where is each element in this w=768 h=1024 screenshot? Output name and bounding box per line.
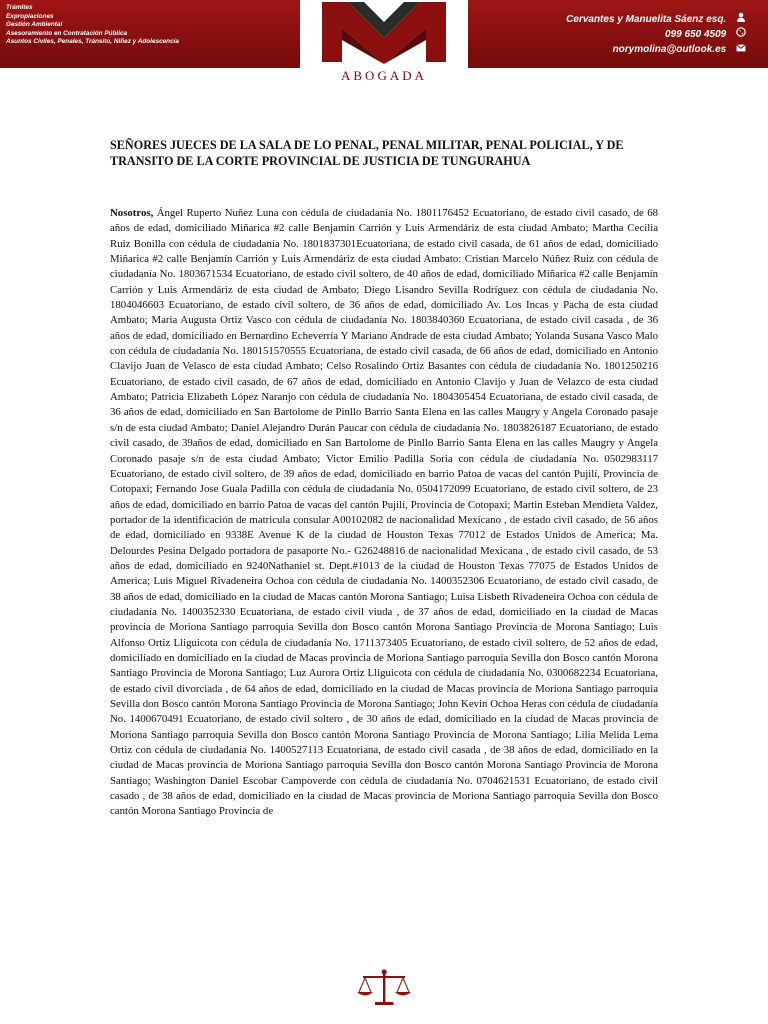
services-list: [6, 4, 179, 47]
contact-email: norymolina@outlook.es: [612, 44, 727, 55]
contact-email-row: [566, 42, 746, 57]
phone-icon: [735, 27, 746, 41]
service-item: Expropiaciones: [6, 12, 54, 20]
contact-address-row: [566, 12, 746, 27]
document-body-text: Ángel Ruperto Nuñez Luna con cédula de ciudadanía No. 1801176452 Ecuatoriano, de estado civil casado, de 68 años de edad, domiciliado Miñarica #2 calle Benjamín Carrión y Luis Armendáriz de esta ciudad Ambato; Martha Cecilia Ruiz Bonilla con cédula de ciudadanía No. 1801837301Ecuatoriana, de estado civil casada, de 61 años de edad, domiciliado Miñarica #2 calle Benjamín Carrión y Luis Armendáriz de esta ciudad Ambato: Cristian Marcelo Núñez Ruiz con cédula de ciudadanía No. 1803671534 Ecuatoriano, de estado civil soltero, de 40 años de edad, domiciliado Miñarica #2 calle Benjamín Carrión y Luis Armendáriz de esta ciudad de Ambato; Diego Lisandro Sevilla Rodríguez con cédula de ciudadanía No. 1804046603 Ecuatoriano, de estado civil soltero, de 36 años de edad, domiciliado Av. Los Incas y Pacha de esta ciudad Ambato; Maria Augusta Ortiz Vasco con cédula de ciudadanía No. 1803840360 Ecuatoriana, de estado civil casada , de 36 años de edad, domiciliado en Bernardino Echeverría Y Mariano Andrade de esta ciudad Ambato; Yolanda Susana Vasco Malo con cédula de ciudadanía No. 180151570555 Ecuatoriana, de estado civil casada, de 66 años de edad, domiciliado en Antonio Clavijo Juan de Velasco de esta ciudad Ambato; Celso Rosalindo Ortiz Basantes con cédula de ciudadanía No. 1801250216 Ecuatoriano, de estado civil casado, de 67 años de edad, domiciliado en Antonio Clavijo y Juan de Velazco de esta ciudad Ambato; Patricia Elizabeth López Naranjo con cédula de ciudadanía No. 1804305454 Ecuatoriana, de estado civil casada, de 36 años de edad, domiciliado en San Bartolome de Pinllo Barrio Santa Elena en las calles Maugry y Angela Coronado pasaje s/n de esta ciudad Ambato; Daniel Alejandro Durán Paucar con cédula de ciudadanía No. 1803826187 Ecuatoriano, de estado civil casado, de 39años de edad, domiciliado en San Bartolome de Pinllo Barrio Santa Elena en las calles Maugry y Angela Coronado pasaje s/n de esta ciudad Ambato; Victor Emilio Padilla Soria con cédula de ciudadanía No. 0502983117 Ecuatoriano, de estado civil soltero, de 39 años de edad, domiciliado en barrio Patoa de vacas del cantón Pujilí, Provincia de Cotopaxi; Fernando Jose Guala Padilla con cédula de ciudadanía No. 0504172099 Ecuatoriano, de estado civil soltero, de 23 años de edad, domiciliado en barrio Patoa de vacas del cantón Pujilí, Provincia de Cotopaxi; Martin Esteban Mendieta Valdez, portador de la identificación de matricula consular A00102082 de nacionalidad Mexicano , de estado civil casado, de 56 años de edad, domiciliado en 9338E Avenue K de la ciudad de Houston Texas 77012 de Estados Unidos de America; Ma. Delourdes Pesina Delgado portadora de pasaporte No.- G26248816 de nacionalidad Mexicana , de estado civil casado, de 53 años de edad, domiciliado en 9240Nathaniel st. Dept.#1013 de la ciudad de Houston Texas 77075 de Estados Unidos de America; Luis Miguel Rivadeneira Ochoa con cédula de ciudadanía No. 1400352306 Ecuatoriano, de estado civil casado, de 38 años de edad, domiciliado en la ciudad de Macas cantón Morona Santiago; Luisa Lisbeth Rivadeneira Ochoa con cédula de ciudadanía No. 1400352330 Ecuatoriana, de estado civil viuda , de 37 años de edad, domiciliado en la ciudad de Macas provincia de Moriona Santiago parroquia Sevilla don Bosco cantón Morona Santiago Provincia de Morona Santiago; Luis Alfonso Ortiz Lliguicota con cédula de ciudadanía No. 1711373405 Ecuatoriano, de estado civil soltero, de 52 años de edad, domiciliado en domiciliado en la ciudad de Macas provincia de Moriona Santiago parroquia Sevilla don Bosco cantón Morona Santiago Provincia de Morona Santiago; Luz Aurora Ortiz Lliguicota con cédula de ciudadanía No. 0300682234 Ecuatoriana, de estado civil divorciada , de 64 años de edad, domiciliado en la ciudad de Macas provincia de Moriona Santiago parroquia Sevilla don Bosco cantón Morona Santiago Provincia de Morona Santiago; John Kevin Ochoa Heras con cédula de ciudadanía No. 1400670491 Ecuatoriano, de estado civil soltero , de 30 años de edad, domiciliado en la ciudad de Macas provincia de Moriona Santiago parroquia Sevilla don Bosco cantón Morona Santiago Provincia de Morona Santiago; Lilia Melida Lema Ortiz con cédula de ciudadanía No. 1400527113 Ecuatoriana, de estado civil casada , de 38 años de edad, domiciliado en la ciudad de Macas provincia de Moriona Santiago parroquia Sevilla don Bosco cantón Morona Santiago Provincia de Morona Santiago; Washington Daniel Escobar Campoverde con cédula de ciudadanía No. 0704621531 Ecuatoriano, de estado civil casado , de 38 años de edad, domiciliado en la ciudad de Macas provincia de Moriona Santiago parroquia Sevilla don Bosco cantón Morona Santiago Provincia de: [110, 207, 658, 818]
scales-of-justice-icon: [355, 968, 413, 1008]
brand-name: ABOGADA: [341, 68, 427, 83]
document-title: SEÑORES JUECES DE LA SALA DE LO PENAL, PENAL MILITAR, PENAL POLICIAL, Y DE TRANSITO DE LA CORTE PROVINCIAL DE JUSTICIA DE TUNGURAHUA: [110, 138, 624, 168]
service-item: Asuntos Civiles, Penales, Tránsito, Niñez y Adolescencia: [6, 38, 179, 46]
contact-phone-row: [566, 27, 746, 42]
service-item: Asesoramiento en Contratación Pública: [6, 29, 128, 37]
contact-address: Cervantes y Manuelita Sáenz esq.: [566, 14, 727, 25]
letterhead: [0, 0, 768, 92]
document-body: [110, 206, 658, 820]
service-item: Trámites: [6, 4, 33, 11]
nm-logo-icon: [318, 0, 450, 66]
contact-block: [566, 12, 746, 57]
service-item: Gestión Ambiental: [6, 21, 63, 29]
document-lead: Nosotros,: [110, 207, 154, 219]
email-icon: [735, 42, 746, 56]
contact-phone: 099 650 4509: [665, 29, 727, 40]
person-icon: [735, 12, 746, 26]
